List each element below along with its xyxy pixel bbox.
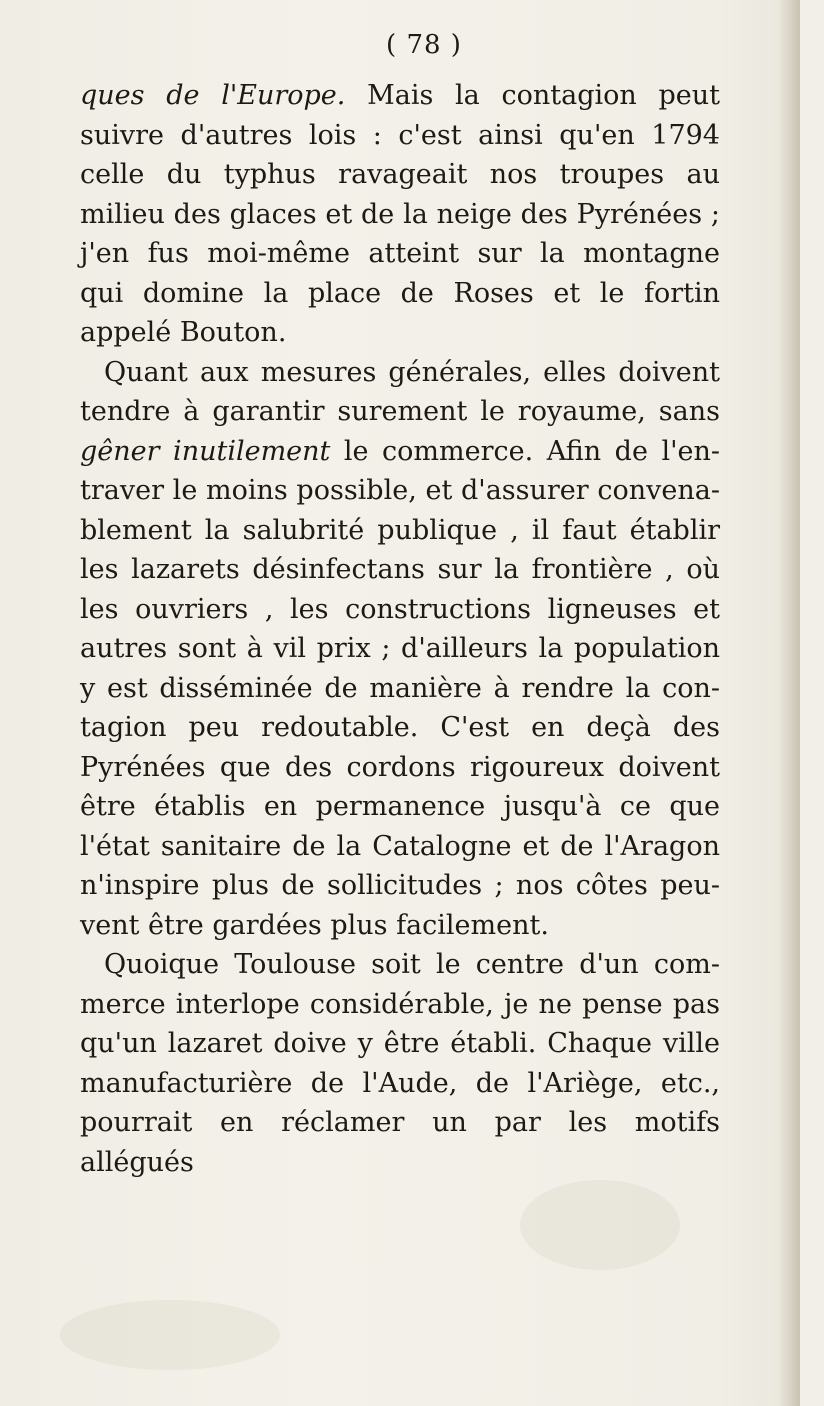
page-number: ( 78 )	[386, 30, 462, 60]
page-edge-shadow	[778, 0, 800, 1406]
text-line: vent être gardées plus facilement.	[80, 909, 549, 941]
text-line: qu'un lazaret doive y être établi. Chaque ville	[80, 1028, 720, 1059]
text-line: qui domine la place de Roses et le fortin	[80, 277, 720, 309]
text-line: blement la salubrité publique , il faut établir	[80, 514, 720, 546]
paragraph-start-line: Quoique Toulouse soit le centre d'un com-	[104, 949, 720, 980]
text-line: celle du typhus ravageait nos troupes au	[80, 159, 720, 190]
text-line	[80, 76, 720, 116]
text-line: les ouvriers , les constructions ligneuses et	[80, 593, 720, 625]
text-line: tendre à garantir surement le royaume, sans	[80, 396, 720, 427]
text-line: j'en fus moi-même atteint sur la montagne	[80, 238, 720, 269]
text-line: y est disséminée de manière à rendre la con-	[80, 672, 720, 704]
text-line: n'inspire plus de sollicitudes ; nos côtes peu-	[80, 870, 720, 901]
italic-phrase: ques de l'Europe.	[80, 80, 346, 111]
paper-stain	[60, 1300, 280, 1370]
text-line: les lazarets désinfectans sur la frontière , où	[80, 554, 720, 585]
text-line: Pyrénées que des cordons rigoureux doivent	[80, 751, 720, 783]
text-line: manufacturière de l'Aude, de l'Ariège, etc.,	[80, 1067, 720, 1099]
text-line: appelé Bouton.	[80, 317, 287, 348]
italic-phrase: gêner inutilement	[80, 435, 331, 467]
text-line: autres sont à vil prix ; d'ailleurs la population	[80, 633, 720, 664]
body-text	[80, 76, 720, 1178]
text-line: l'état sanitaire de la Catalogne et de l'Aragon	[80, 830, 720, 862]
line-text: Mais la contagion peut	[345, 80, 720, 111]
line-text: le commerce. Afin de l'en-	[330, 435, 720, 467]
text-line	[80, 432, 720, 472]
paper-stain	[520, 1180, 680, 1270]
text-line: merce interlope considérable, je ne pense pas	[80, 988, 720, 1020]
text-line: être établis en permanence jusqu'à ce que	[80, 791, 720, 822]
text-line: pourrait en réclamer un par les motifs allégués	[80, 1107, 720, 1178]
text-line: milieu des glaces et de la neige des Pyrénées ;	[80, 198, 720, 230]
paragraph-start-line: Quant aux mesures générales, elles doivent	[104, 356, 720, 388]
text-line: tagion peu redoutable. C'est en deçà des	[80, 712, 720, 743]
text-line: traver le moins possible, et d'assurer convena-	[80, 475, 720, 506]
text-line: suivre d'autres lois : c'est ainsi qu'en 1794	[80, 119, 720, 151]
